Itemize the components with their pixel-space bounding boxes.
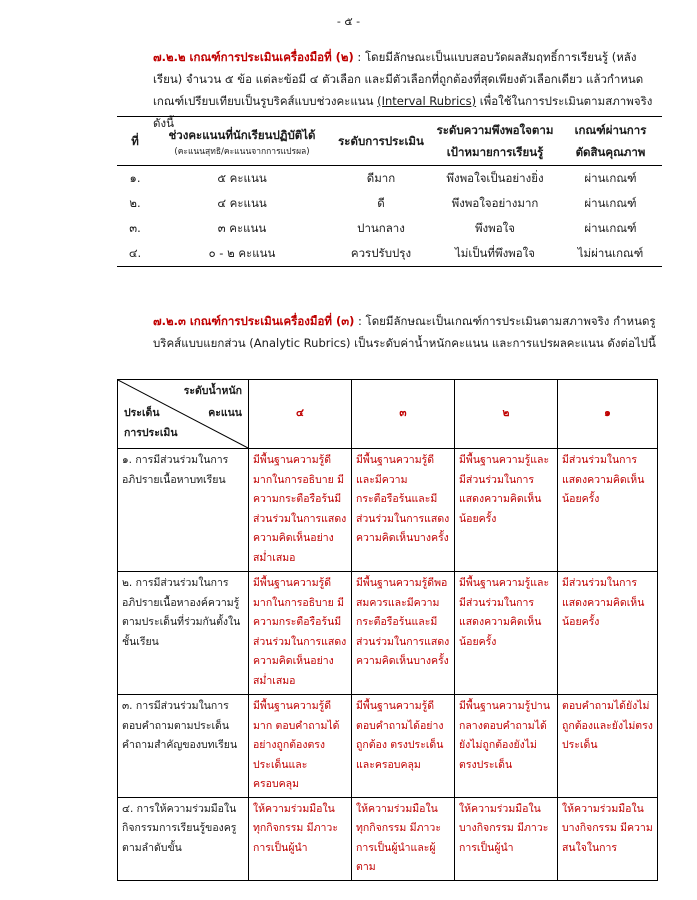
table-cell: มีพื้นฐานความรู้ดีและมีความกระตือรือร้นและมีส่วนร่วมในการแสดงความคิดเห็นบางครั้ง xyxy=(352,449,455,572)
paragraph-tool-3 xyxy=(117,310,662,354)
table-cell: ๔ คะแนน xyxy=(217,195,267,210)
table-cell: ดี xyxy=(377,195,385,210)
table-cell: มีพื้นฐานความรู้ปานกลางตอบคำถามได้ ยังไม่ถูกต้องยังไม่ตรงประเด็น xyxy=(455,695,558,798)
table-cell: ๒. การมีส่วนร่วมในการอภิปรายเนื้อหาองค์ความรู้ตามประเด็นที่ร่วมกันตั้งในชั้นเรียน xyxy=(118,572,249,695)
interval-rubric-table xyxy=(117,116,662,267)
table-cell: มีพื้นฐานความรู้ดีมาก ตอบคำถามได้อย่างถูกต้องตรงประเด็นและครอบคลุม xyxy=(249,695,352,798)
level-4: ๔ xyxy=(249,380,352,449)
table-cell: ควรปรับปรุง xyxy=(350,245,412,260)
table-cell: มีส่วนร่วมในการแสดงความคิดเห็นน้อยครั้ง xyxy=(558,449,658,572)
table-cell: ๑. xyxy=(129,170,141,185)
level-2: ๒ xyxy=(455,380,558,449)
table-cell: ๕ คะแนน xyxy=(217,170,267,185)
text-b: เพื่อใช้ในการประเมินตามสภาพจริง ดังนี้ xyxy=(153,94,653,130)
text-a: : โดยมีลักษณะเป็นแบบสอบวัดผลสัมฤทธิ์การเรียนรู้ (หลังเรียน) จำนวน ๕ ข้อ แต่ละข้อมี ๔ ตัวเลือก และมีตัวเลือกที่ถูกต้องที่สุดเพียงตัวเลือกเดียว แล้วกำหนดเกณฑ์เปรียบเทียบเป็นรูบริคส์แบบช่วงคะแนน xyxy=(153,50,644,108)
header-level: ระดับการประเมิน xyxy=(338,134,424,148)
corner-weight: ระดับน้ำหนัก xyxy=(183,385,242,397)
table-cell: ให้ความร่วมมือในทุกกิจกรรม มีภาวะการเป็นผู้นำ xyxy=(249,797,352,880)
table-row xyxy=(117,216,662,241)
table-row xyxy=(117,191,662,216)
table-cell: ๓. การมีส่วนร่วมในการตอบคำถามตามประเด็นคำถามสำคัญของบทเรียน xyxy=(118,695,249,798)
table-row xyxy=(118,572,658,695)
table-row xyxy=(118,797,658,880)
table-cell: ไม่เป็นที่พึงพอใจ xyxy=(454,245,536,260)
table-cell: ๓ คะแนน xyxy=(217,220,267,235)
corner-assess: การประเมิน xyxy=(124,427,178,439)
table-cell: ๐ - ๒ คะแนน xyxy=(208,245,276,260)
table-cell: ผ่านเกณฑ์ xyxy=(584,220,637,235)
table-cell: มีพื้นฐานความรู้ดีพอสมควรและมีความกระตือรือร้นและมีส่วนร่วมในการแสดงความคิดเห็นบางครั้ง xyxy=(352,572,455,695)
table-cell: ให้ความร่วมมือในทุกกิจกรรม มีภาวะการเป็นผู้นำและผู้ตาม xyxy=(352,797,455,880)
header-pass: เกณฑ์ผ่านการตัดสินคุณภาพ xyxy=(574,123,647,159)
corner-issue: ประเด็น xyxy=(124,407,160,419)
table-cell: ให้ความร่วมมือในบางกิจกรรม มีภาวะการเป็นผู้นำ xyxy=(455,797,558,880)
table-cell: ๑. การมีส่วนร่วมในการอภิปรายเนื้อหาบทเรียน xyxy=(118,449,249,572)
table-cell: ๔. xyxy=(128,245,142,260)
table-header-row xyxy=(117,117,662,166)
interval-rubrics: (Interval Rubrics) xyxy=(377,94,477,108)
table-cell: ผ่านเกณฑ์ xyxy=(584,170,637,185)
table-cell: พึงพอใจ xyxy=(474,220,516,235)
level-1: ๑ xyxy=(558,380,658,449)
table-cell: ดีมาก xyxy=(366,170,396,185)
p2-text: : โดยมีลักษณะเป็นเกณฑ์การประเมินตามสภาพจริง กำหนดรูบริคส์แบบแยกส่วน (Analytic Rubrics) เป็นระดับค่าน้ำหนักคะแนน และการแปรผลคะแนน ดังต่อไปนี้ xyxy=(153,314,656,350)
table-cell: พึงพอใจอย่างมาก xyxy=(451,195,539,210)
table-row xyxy=(117,241,662,267)
table-cell: ปานกลาง xyxy=(357,220,405,235)
table-header-row xyxy=(118,380,658,449)
table-cell: มีพื้นฐานความรู้ดีมากในการอธิบาย มีความกระตือรือร้นมีส่วนร่วมในการแสดงความคิดเห็นอย่างสม่ำเสมอ xyxy=(249,572,352,695)
heading-tool-2: ๗.๒.๒ เกณฑ์การประเมินเครื่องมือที่ (๒) xyxy=(153,50,354,64)
table-cell: มีพื้นฐานความรู้ดีมากในการอธิบาย มีความกระตือรือร้นมีส่วนร่วมในการแสดงความคิดเห็นอย่างสม่ำเสมอ xyxy=(249,449,352,572)
table-cell: ตอบคำถามได้ยังไม่ถูกต้องและยังไม่ตรงประเด็น xyxy=(558,695,658,798)
table-cell: ๒. xyxy=(129,195,141,210)
corner-score: คะแนน xyxy=(208,407,242,419)
header-satisfaction: ระดับความพึงพอใจตามเป้าหมายการเรียนรู้ xyxy=(436,123,554,159)
header-range-sub: (คะแนนสุทธิ/คะแนนจากการแปรผล) xyxy=(174,147,310,157)
diagonal-header-cell xyxy=(118,380,249,449)
table-cell: ไม่ผ่านเกณฑ์ xyxy=(577,245,644,260)
table-cell: ให้ความร่วมมือในบางกิจกรรม มีความสนใจในการ xyxy=(558,797,658,880)
header-range: ช่วงคะแนนที่นักเรียนปฏิบัติได้ (คะแนนสุทธิ/คะแนนจากการแปรผล) xyxy=(153,117,331,166)
table-cell: ผ่านเกณฑ์ xyxy=(584,195,637,210)
table-row xyxy=(118,449,658,572)
table-cell: มีส่วนร่วมในการแสดงความคิดเห็นน้อยครั้ง xyxy=(558,572,658,695)
table-row xyxy=(117,166,662,192)
table-cell: มีพื้นฐานความรู้และมีส่วนร่วมในการแสดงความคิดเห็นน้อยครั้ง xyxy=(455,572,558,695)
heading-tool-3: ๗.๒.๓ เกณฑ์การประเมินเครื่องมือที่ (๓) xyxy=(153,314,355,328)
table-row xyxy=(118,695,658,798)
table-cell: พึงพอใจเป็นอย่างยิ่ง xyxy=(446,170,544,185)
page-number: - ๕ - xyxy=(336,15,361,28)
level-3: ๓ xyxy=(352,380,455,449)
table-cell: มีพื้นฐานความรู้ดี ตอบคำถามได้อย่างถูกต้อง ตรงประเด็นและครอบคลุม xyxy=(352,695,455,798)
header-no: ที่ xyxy=(131,134,139,148)
table-cell: ๓. xyxy=(129,220,141,235)
table-cell: มีพื้นฐานความรู้และมีส่วนร่วมในการแสดงความคิดเห็นน้อยครั้ง xyxy=(455,449,558,572)
table-cell: ๔. การให้ความร่วมมือในกิจกรรมการเรียนรู้ของครูตามลำดับขั้น xyxy=(118,797,249,880)
analytic-rubric-table xyxy=(117,379,658,881)
